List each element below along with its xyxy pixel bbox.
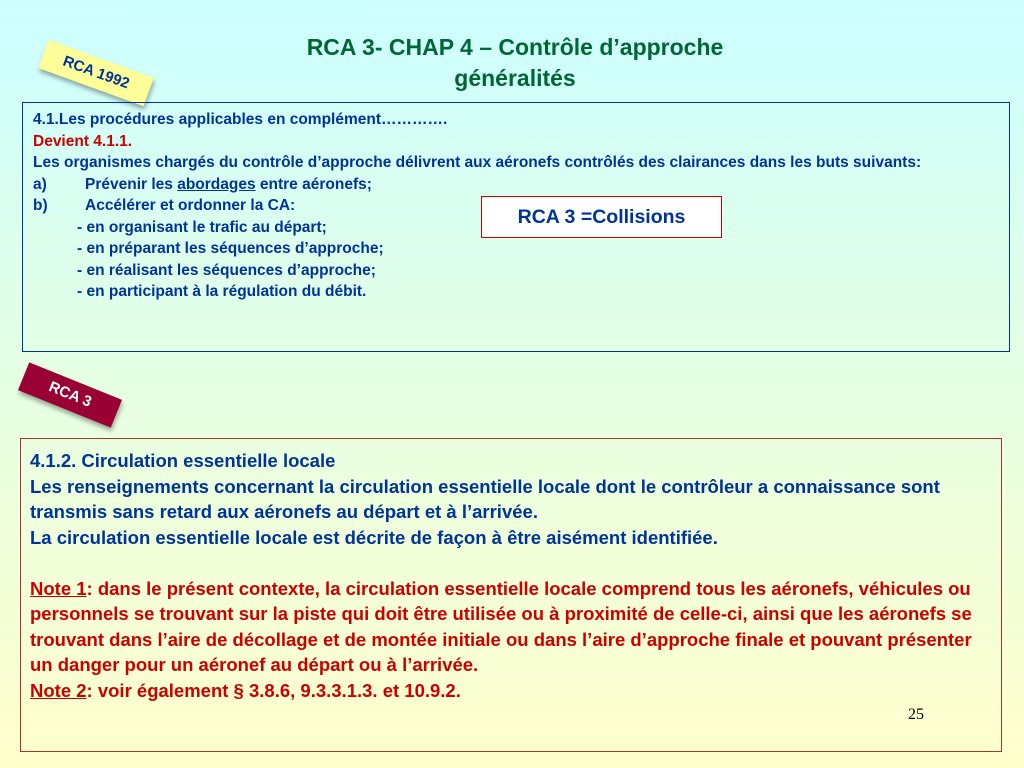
list-item-b-text: Accélérer et ordonner la CA: (85, 197, 296, 214)
list-item-a (33, 174, 999, 196)
tag-rca-3: RCA 3 (18, 362, 122, 427)
note-1-label: Note 1 (30, 577, 87, 599)
note-2-text: : voir également § 3.8.6, 9.3.3.1.3. et 10.9.2. (86, 679, 461, 701)
sub-item: - en participant à la régulation du débit. (77, 283, 367, 300)
circulation-heading: 4.1.2. Circulation essentielle locale (30, 450, 336, 471)
list-item-a-text: Prévenir les abordages entre aéronefs; (85, 175, 372, 193)
slide-title-line1: RCA 3- CHAP 4 – Contrôle d’approche (306, 34, 724, 60)
note-1-text: : dans le présent contexte, la circulation essentielle locale comprend tous les aéronefs, véhicules ou personnels se trouvant sur la piste qui doit être utilisée ou à proximité de celle-ci, ainsi que les aéronefs se trouvant dans l’aire de décollage et de montée initiale ou dans l’aire d’approche finale et pouvant présenter un danger pour un aéronef au départ ou à l’arrivée. (30, 577, 972, 675)
abordages-link[interactable]: abordages (177, 175, 256, 193)
list-item-b-label: b) (33, 197, 48, 214)
circulation-para1: Les renseignements concernant la circulation essentielle locale dont le contrôleur a connaissance sont transmis sans retard aux aéronefs au départ et à l’arrivée. (30, 475, 940, 522)
note-2 (30, 678, 992, 704)
circulation-box (20, 438, 1002, 752)
page-number: 25 (908, 706, 924, 723)
slide-title (300, 32, 730, 94)
procedures-intro: Les organismes chargés du contrôle d’approche délivrent aux aéronefs contrôlés des clairances dans les buts suivants: (33, 154, 922, 171)
devient-label: Devient 4.1.1. (33, 132, 133, 150)
note-1 (30, 576, 992, 678)
circulation-para2: La circulation essentielle locale est décrite de façon à être aisément identifiée. (30, 526, 718, 548)
procedures-heading: 4.1.Les procédures applicables en complément…………. (33, 111, 448, 128)
note-2-label: Note 2 (30, 679, 87, 701)
sub-item: - en organisant le trafic au départ; (77, 218, 327, 236)
sub-item: - en réalisant les séquences d’approche; (77, 261, 376, 279)
slide-title-line2: généralités (454, 65, 576, 91)
tag-rca-1992: RCA 1992 (38, 40, 154, 106)
list-item-a-label: a) (33, 175, 47, 193)
spacer (30, 550, 992, 576)
collisions-callout: RCA 3 =Collisions (481, 196, 722, 238)
sub-item: - en préparant les séquences d’approche; (77, 240, 384, 257)
